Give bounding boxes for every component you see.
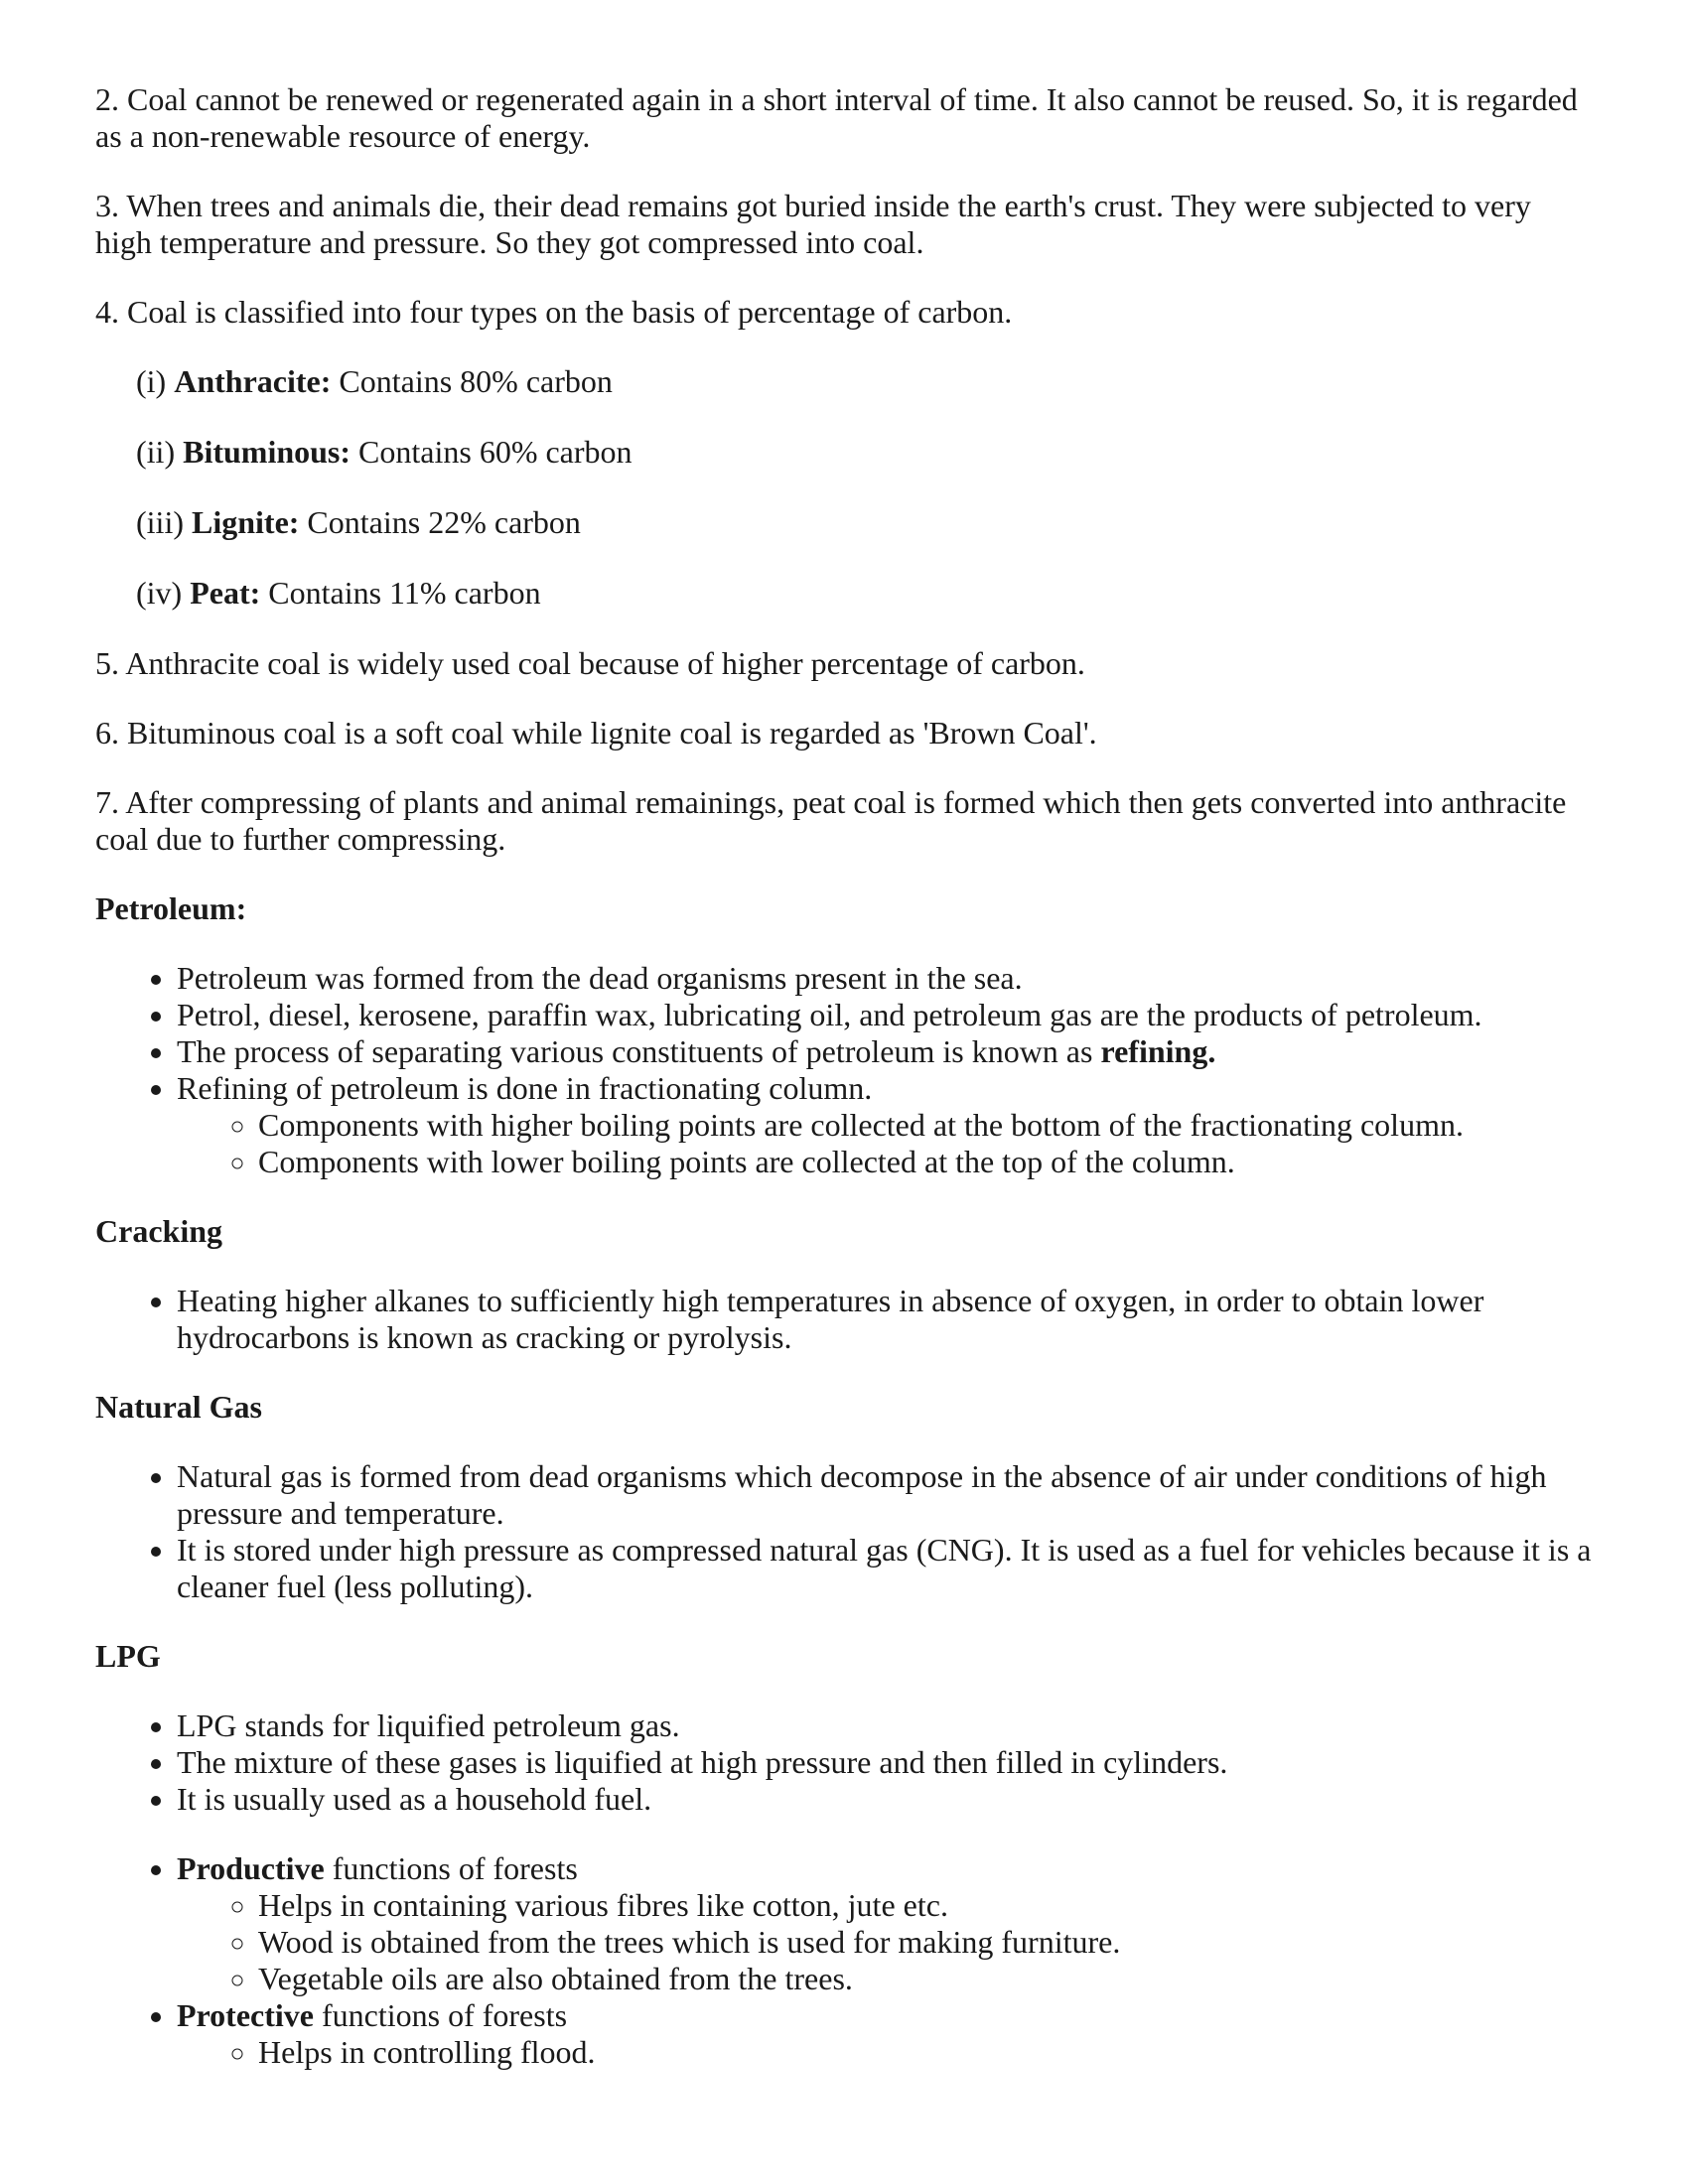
petroleum-list [95,960,1593,1180]
sub-list [177,2034,1593,2071]
list-item: • Natural gas is formed from dead organisms which decompose in the absence of air under conditions of high pressure and temperature. [177,1458,1593,1532]
cracking-list [95,1283,1593,1356]
list-item: • Petroleum was formed from the dead organisms present in the sea. [177,960,1593,997]
point-3: 3. When trees and animals die, their dead remains got buried inside the earth's crust. They were subjected to very high temperature and pressure. So they got compressed into coal. [95,188,1531,260]
coal-type-name: Peat: [190,575,261,611]
coal-type-desc: Contains 22% carbon [299,504,581,540]
list-item: • Heating higher alkanes to sufficiently high temperatures in absence of oxygen, in order to obtain lower hydrocarbons is known as cracking or pyrolysis. [177,1283,1593,1356]
coal-type-number: (iv) [136,575,191,611]
lpg-heading: LPG [95,1638,161,1674]
coal-type-number: (i) [136,363,175,399]
list-item-bold: refining. [1100,1033,1216,1069]
coal-type-number: (iii) [136,504,192,540]
coal-type-name: Lignite: [191,504,300,540]
sub-list [177,1887,1593,1997]
cracking-heading: Cracking [95,1213,222,1249]
list-item-text: functions of forests [313,1997,568,2033]
point-7: 7. After compressing of plants and animal remainings, peat coal is formed which then gets converted into anthracite coal due to further compressing. [95,784,1567,857]
sub-list-item: ◦ Helps in containing various fibres like cotton, jute etc. [258,1887,1593,1924]
coal-type-bituminous [136,434,1593,471]
list-item-text: functions of forests [324,1850,578,1886]
list-item-text: The process of separating various constituents of petroleum is known as [177,1033,1101,1069]
coal-type-peat [136,575,1593,612]
list-item: • Petrol, diesel, kerosene, paraffin wax, lubricating oil, and petroleum gas are the products of petroleum. [177,997,1593,1033]
natural-gas-list [95,1458,1593,1605]
sub-list-item: ◦ Components with lower boiling points are collected at the top of the column. [258,1144,1593,1180]
list-item [177,1070,1593,1180]
coal-type-desc: Contains 80% carbon [331,363,613,399]
lpg-list [95,1707,1593,1818]
sub-list-item: ◦ Wood is obtained from the trees which is used for making furniture. [258,1924,1593,1961]
list-item: • It is stored under high pressure as compressed natural gas (CNG). It is used as a fuel for vehicles because it is a cleaner fuel (less polluting). [177,1532,1593,1605]
list-item-text: Refining of petroleum is done in fractionating column. [177,1070,873,1106]
list-item-bold: Protective [177,1997,314,2033]
list-item: • LPG stands for liquified petroleum gas. [177,1707,1593,1744]
list-item: • The mixture of these gases is liquified at high pressure and then filled in cylinders. [177,1744,1593,1781]
coal-type-desc: Contains 11% carbon [260,575,541,611]
petroleum-heading: Petroleum: [95,890,247,926]
sub-list-item: ◦ Components with higher boiling points are collected at the bottom of the fractionating column. [258,1107,1593,1144]
list-item-bold: Productive [177,1850,325,1886]
coal-type-number: (ii) [136,434,184,470]
sub-list-item: ◦ Vegetable oils are also obtained from the trees. [258,1961,1593,1997]
point-5: 5. Anthracite coal is widely used coal because of higher percentage of carbon. [95,645,1085,681]
coal-type-name: Bituminous: [183,434,352,470]
sub-list [177,1107,1593,1180]
point-4: 4. Coal is classified into four types on the basis of percentage of carbon. [95,294,1013,330]
coal-type-anthracite [136,363,1593,400]
coal-type-desc: Contains 60% carbon [351,434,633,470]
coal-type-name: Anthracite: [174,363,332,399]
natural-gas-heading: Natural Gas [95,1389,262,1425]
coal-type-lignite [136,504,1593,541]
list-item [177,1997,1593,2071]
point-6: 6. Bituminous coal is a soft coal while lignite coal is regarded as 'Brown Coal'. [95,715,1097,751]
list-item [177,1850,1593,1997]
sub-list-item: ◦ Helps in controlling flood. [258,2034,1593,2071]
forest-functions-list [95,1850,1593,2071]
point-2: 2. Coal cannot be renewed or regenerated again in a short interval of time. It also cannot be reused. So, it is regarded as a non-renewable resource of energy. [95,81,1578,154]
list-item: • It is usually used as a household fuel. [177,1781,1593,1818]
list-item [177,1033,1593,1070]
